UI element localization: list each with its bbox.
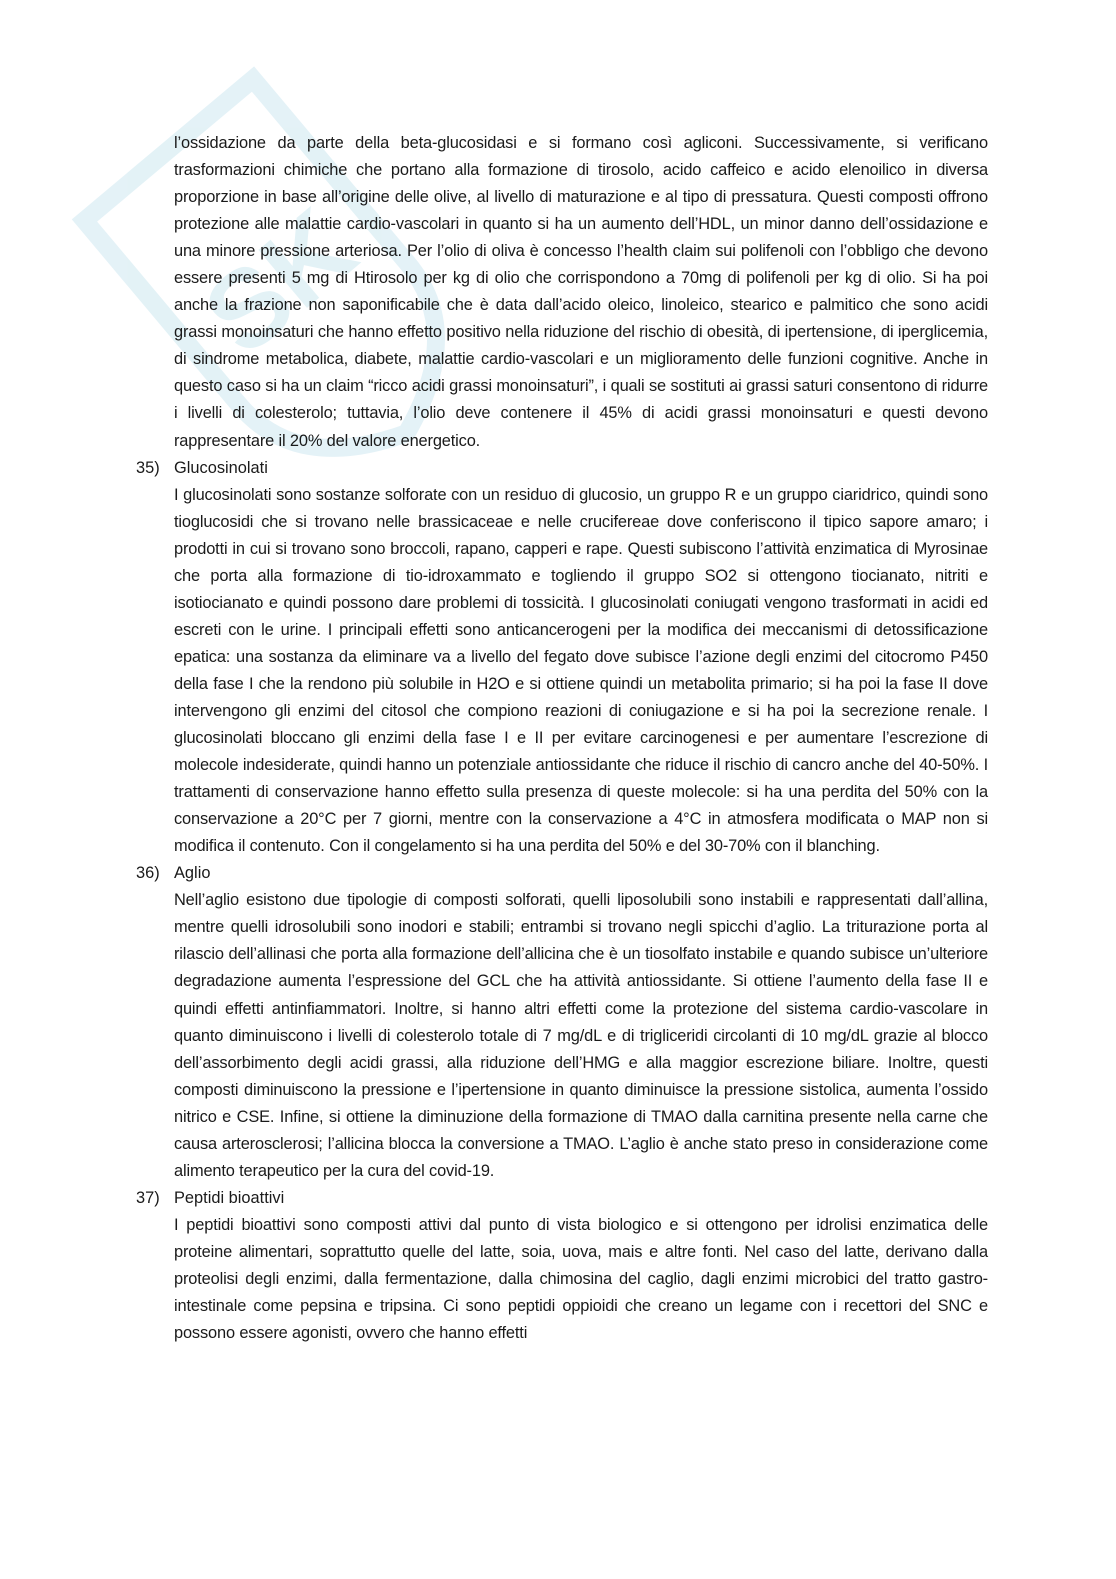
- section-heading-37: [136, 1185, 988, 1212]
- section-title: Aglio: [174, 864, 211, 883]
- section-body-35: I glucosinolati sono sostanze solforate con un residuo di glucosio, un gruppo R e un gruppo ciaridrico, quindi sono tioglucosidi che si trovano nelle brassicaceae e nelle crucifereae dove conferiscono il tipico sapore amaro; i prodotti in cui si trovano sono broccoli, rapano, capperi e rape. Questi subiscono l’attività enzimatica di Myrosinae che porta alla formazione di tio-idroxammato e togliendo il gruppo SO2 si ottengono tiocianato, nitriti e isotiocianato e quindi possono dare problemi di tossicità. I glucosinolati coniugati vengono trasformati in acidi ed escreti con le urine. I principali effetti sono anticancerogeni per la modifica dei meccanismi di detossificazione epatica: una sostanza da eliminare va a livello del fegato dove subisce l’azione degli enzimi del citocromo P450 della fase I che la rendono più solubile in H2O e si ottiene quindi un metabolita primario; si ha poi la fase II dove intervengono gli enzimi del citosol che compiono reazioni di coniugazione e si ha poi la secrezione renale. I glucosinolati bloccano gli enzimi della fase I e II per evitare carcinogenesi e per aumentare l’escrezione di molecole indesiderate, quindi hanno un potenziale antiossidante che riduce il rischio di cancro anche del 40-50%. I trattamenti di conservazione hanno effetto sulla presenza di queste molecole: si ha una perdita del 50% con la conservazione a 20°C per 7 giorni, mentre con la conservazione a 4°C in atmosfera modificata o MAP non si modifica il contenuto. Con il congelamento si ha una perdita del 50% e del 30-70% con il blanching.: [174, 485, 988, 856]
- svg-text:SK: SK: [181, 185, 378, 379]
- section-body-36: Nell’aglio esistono due tipologie di composti solforati, quelli liposolubili sono instabili e rappresentati dall’allina, mentre quelli idrosolubili sono inodori e stabili; entrambi si trovano negli spicchi d’aglio. La triturazione porta al rilascio dell’allinasi che porta alla formazione dell’allicina che è un tiosolfato instabile e quando subisce un’ulteriore degradazione aumenta l’espressione del GCL che ha attività antiossidante. Si ottiene l’aumento della fase II e quindi effetti antinfiammatori. Inoltre, si hanno altri effetti come la protezione del sistema cardio-vascolare in quanto diminuiscono i livelli di colesterolo totale di 7 mg/dL e di trigliceridi circolanti di 10 mg/dL grazie al blocco dell’assorbimento degli acidi grassi, alla riduzione dell’HMG e alla maggior escrezione biliare. Inoltre, questi composti diminuiscono la pressione e l’ipertensione in quanto diminuisce la pressione sistolica, aumenta l’ossido nitrico e CSE. Infine, si ottiene la diminuzione della formazione di TMAO dalla carnitina presente nella carne che causa arterosclerosi; l’allicina blocca la conversione a TMAO. L’aglio è anche stato preso in considerazione come alimento terapeutico per la cura del covid-19.: [174, 891, 988, 1180]
- intro-paragraph: l’ossidazione da parte della beta-glucosidasi e si formano così agliconi. Successivamente, si verificano trasformazioni chimiche che portano alla formazione di tirosolo, acido caffeico e acido elenoilico in diversa proporzione in base all’origine delle olive, al livello di maturazione e al tipo di pressatura. Questi composti offrono protezione alle malattie cardio-vascolari in quanto si ha un aumento dell’HDL, un minor danno dell’ossidazione e una minore pressione arteriosa. Per l’olio di oliva è concesso l’health claim sui polifenoli con l’obbligo che devono essere presenti 5 mg di Htirosolo per kg di olio che corrispondono a 70mg di polifenoli per kg di olio. Si ha poi anche la frazione non saponificabile che è data dall’acido oleico, linoleico, stearico e palmitico che sono acidi grassi monoinsaturi che hanno effetto positivo nella riduzione del rischio di obesità, di ipertensione, di iperglicemia, di sindrome metabolica, diabete, malattie cardio-vascolari e un miglioramento delle funzioni cognitive. Anche in questo caso si ha un claim “ricco acidi grassi monoinsaturi”, i quali se sostituti ai grassi saturi consentono di ridurre i livelli di colesterolo; tuttavia, l’olio deve contenere il 45% di acidi grassi monoinsaturi e questi devono rappresentare il 20% del valore energetico.: [174, 134, 988, 450]
- section-heading-36: [136, 860, 988, 887]
- section-number: 36): [136, 864, 160, 883]
- section-title: Glucosinolati: [174, 458, 268, 477]
- section-body-37: I peptidi bioattivi sono composti attivi dal punto di vista biologico e si ottengono per idrolisi enzimatica delle proteine alimentari, soprattutto quelle del latte, soia, uova, mais e altre fonti. Nel caso del latte, derivano dalla proteolisi degli enzimi, dalla fermentazione, dalla chimosina del caglio, dagli enzimi microbici del tratto gastro-intestinale come pepsina e tripsina. Ci sono peptidi oppioidi che creano un legame con i recettori del SNC e possono essere agonisti, ovvero che hanno effetti: [174, 1215, 988, 1343]
- section-heading-35: [136, 455, 988, 482]
- section-number: 35): [136, 458, 160, 477]
- document-page: [136, 130, 988, 1347]
- section-title: Peptidi bioattivi: [174, 1188, 285, 1207]
- section-number: 37): [136, 1188, 160, 1207]
